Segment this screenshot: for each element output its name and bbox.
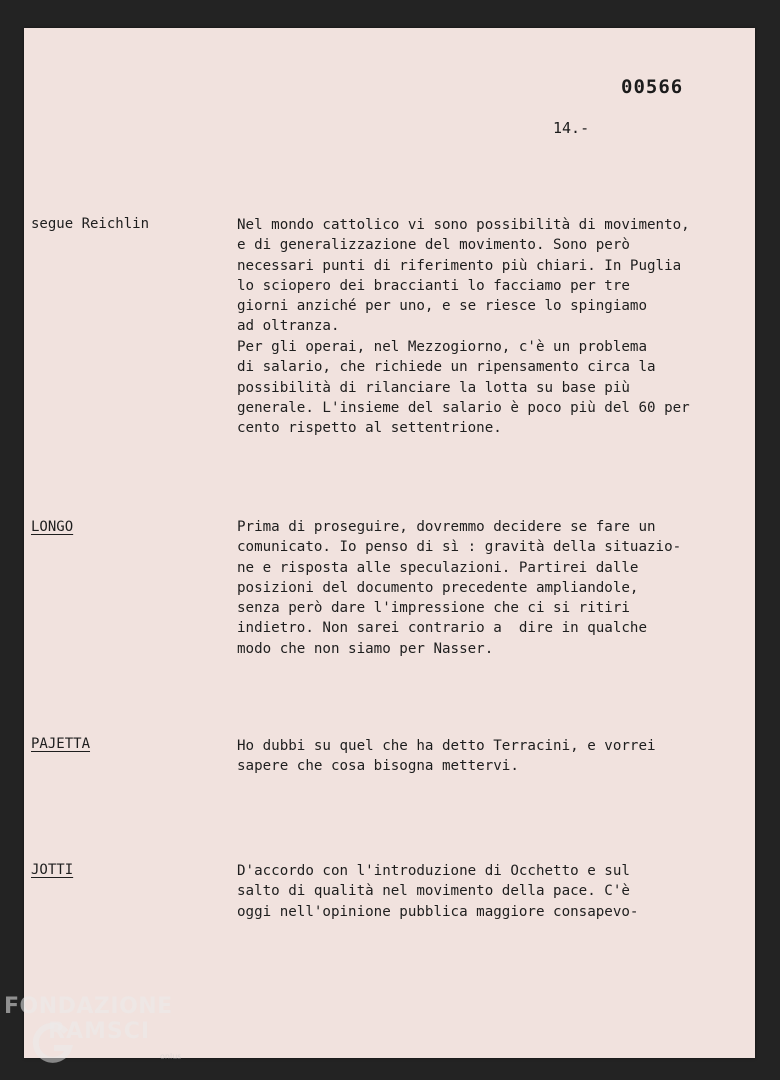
paragraph-reichlin-1: Nel mondo cattolico vi sono possibilità di movimento, e di generalizzazione del movimento. Sono però necessari punti di riferimento più chiari. In Puglia lo sciopero dei braccianti lo facciamo per tre giorni anziché per uno, e se riesce lo spingiamo ad oltranza. <box>237 217 690 335</box>
watermark-line2: RAMSCI <box>48 1019 151 1044</box>
paragraph-longo: Prima di proseguire, dovremmo decidere se fare un comunicato. Io penso di sì : gravità della situazio- ne e risposta alle speculazioni. Partirei dalle posizioni del documento precedente ampliandole, senza però dare l'impressione che ci si ritiri indietro. Non sarei contrario a dire in qualche modo che non siamo per Nasser. <box>237 519 682 657</box>
paragraph-reichlin-2: Per gli operai, nel Mezzogiorno, c'è un problema di salario, che richiede un ripensamento circa la possibilità di rilanciare la lotta su base più generale. L'insieme del salario è poco più del 60 per cento rispetto al settentrione. <box>237 339 690 437</box>
watermark-suffix: onlus <box>160 1052 182 1061</box>
speaker-reichlin: segue Reichlin <box>31 216 150 232</box>
paragraph-pajetta: Ho dubbi su quel che ha detto Terracini, e vorrei sapere che cosa bisogna mettervi. <box>237 738 656 775</box>
document-page <box>24 28 755 1058</box>
document-number: 00566 <box>621 76 684 98</box>
paragraph-jotti: D'accordo con l'introduzione di Occhetto e sul salto di qualità nel movimento della pace. C'è oggi nell'opinione pubblica maggiore consapevo- <box>237 863 639 920</box>
watermark-g-icon <box>30 1022 74 1066</box>
speaker-longo: LONGO <box>31 519 74 535</box>
speaker-jotti: JOTTI <box>31 862 74 878</box>
watermark-line1: FONDAZIONE <box>4 994 173 1019</box>
page-number: 14.- <box>553 119 590 137</box>
speaker-pajetta: PAJETTA <box>31 736 91 752</box>
